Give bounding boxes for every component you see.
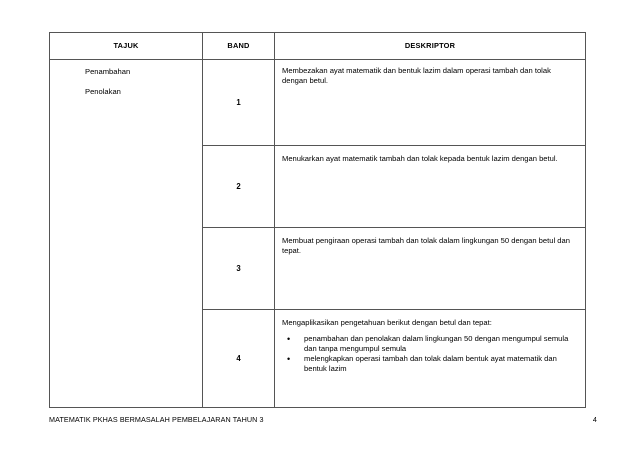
list-item <box>287 334 577 354</box>
band-value: 4 <box>203 310 275 408</box>
rubric-table <box>49 32 586 408</box>
list-item-text: penambahan dan penolakan dalam lingkungan 50 dengan mengumpul semula dan tanpa mengumpul semula <box>304 334 569 353</box>
page-number: 4 <box>592 415 597 424</box>
header-row <box>50 33 586 60</box>
footer-title: MATEMATIK PKHAS BERMASALAH PEMBELAJARAN TAHUN 3 <box>49 415 264 424</box>
list-item-text: melengkapkan operasi tambah dan tolak dalam bentuk ayat matematik dan bentuk lazim <box>304 354 557 373</box>
header-band: BAND <box>203 33 275 60</box>
bullet-icon: • <box>287 334 291 344</box>
band-value: 2 <box>203 146 275 228</box>
topic-item-penolakan: Penolakan <box>85 87 121 96</box>
bullet-icon: • <box>287 354 291 364</box>
header-topic: TAJUK <box>50 33 203 60</box>
topic-item-penambahan: Penambahan <box>85 67 131 76</box>
topic-cell <box>50 60 203 408</box>
descriptor-cell <box>275 310 586 408</box>
header-descriptor: DESKRIPTOR <box>275 33 586 60</box>
table-row <box>50 60 586 146</box>
band-value: 3 <box>203 228 275 310</box>
descriptor-text: Membuat pengiraan operasi tambah dan tolak dalam lingkungan 50 dengan betul dan tepat. <box>275 228 586 310</box>
descriptor-text: Membezakan ayat matematik dan bentuk lazim dalam operasi tambah dan tolak dengan betul. <box>275 60 586 146</box>
band-value: 1 <box>203 60 275 146</box>
descriptor-text: Menukarkan ayat matematik tambah dan tolak kepada bentuk lazim dengan betul. <box>275 146 586 228</box>
descriptor-list <box>282 334 577 374</box>
descriptor-intro: Mengaplikasikan pengetahuan berikut dengan betul dan tepat: <box>282 318 492 327</box>
list-item <box>287 354 577 374</box>
